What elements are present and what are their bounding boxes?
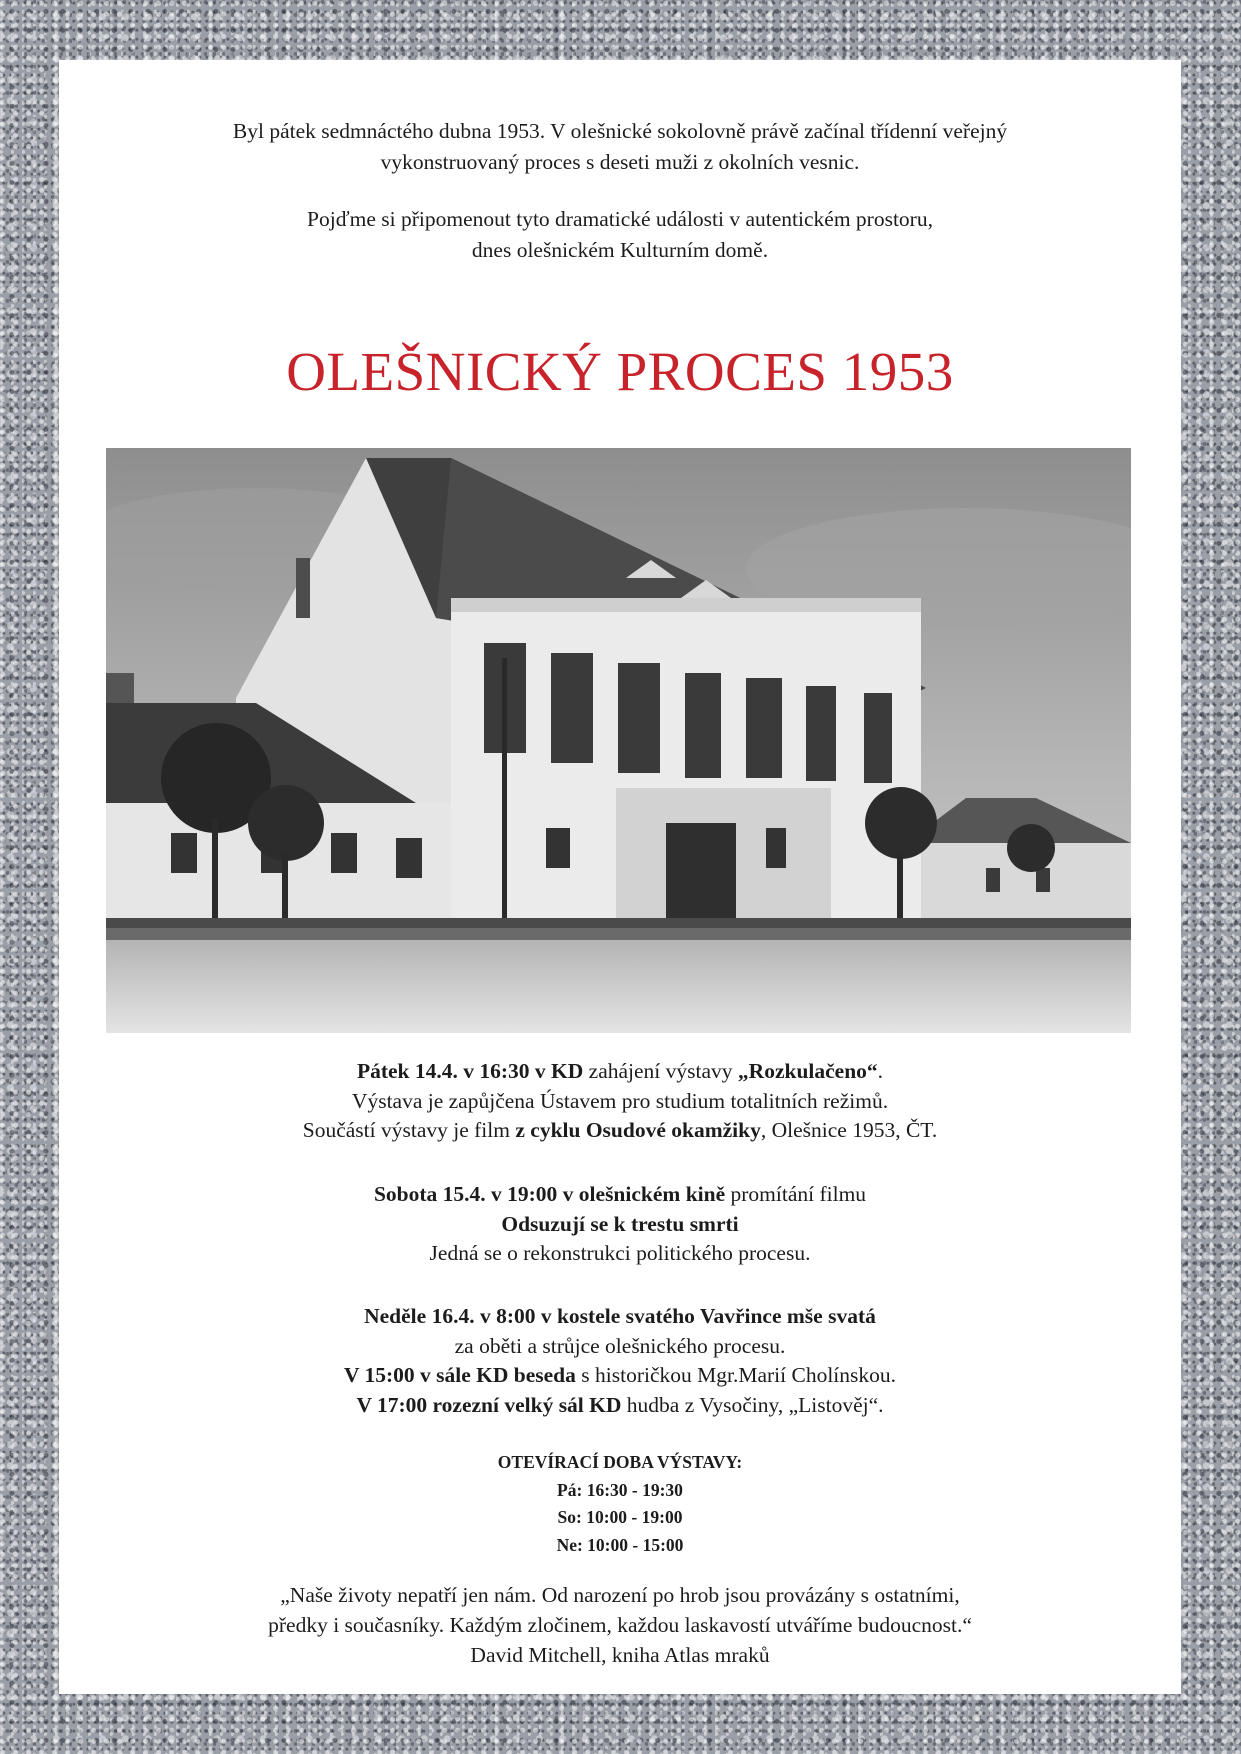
event-sunday-line-3 xyxy=(59,1361,1181,1391)
event-sunday-discussion-text: s historičkou Mgr.Marií Cholínskou. xyxy=(575,1363,897,1387)
opening-hours-heading: OTEVÍRACÍ DOBA VÝSTAVY: xyxy=(497,1452,743,1472)
event-friday-time: Pátek 14.4. v 16:30 v KD xyxy=(356,1059,584,1083)
quote-line-1: „Naše životy nepatří jen nám. Od narození po hrob jsou provázány s ostatními, xyxy=(280,1583,960,1607)
quote-attribution: David Mitchell, kniha Atlas mraků xyxy=(470,1643,770,1667)
event-sunday-line-2: za oběti a strůjce olešnického procesu. xyxy=(454,1333,786,1358)
intro-paragraph-2 xyxy=(59,204,1181,266)
poster-title: OLEŠNICKÝ PROCES 1953 xyxy=(286,341,954,402)
closing-quote xyxy=(59,1580,1181,1670)
event-friday-text: zahájení výstavy xyxy=(583,1059,738,1083)
event-friday-film-cycle: z cyklu Osudové okamžiky xyxy=(515,1118,761,1142)
event-sunday-line-1 xyxy=(59,1302,1181,1332)
event-sunday-mass: Neděle 16.4. v 8:00 v kostele svatého Vavřince mše svatá xyxy=(364,1304,876,1328)
event-sunday-concert-text: hudba z Vysočiny, „Listověj“. xyxy=(621,1392,884,1417)
event-saturday-text: promítání filmu xyxy=(725,1182,867,1206)
intro-line-2: vykonstruovaný proces s deseti muži z okolních vesnic. xyxy=(380,150,860,174)
intro-line-3: Pojďme si připomenout tyto dramatické události v autentickém prostoru, xyxy=(307,207,933,231)
event-saturday-line-2 xyxy=(59,1210,1181,1240)
event-friday-period: . xyxy=(877,1059,884,1083)
intro-line-4: dnes olešnickém Kulturním domě. xyxy=(471,238,769,262)
event-friday-line-3 xyxy=(59,1116,1181,1146)
event-friday-exhibition-name: „Rozkulačeno“ xyxy=(737,1059,878,1083)
historic-building-photo xyxy=(106,448,1131,1033)
quote-line-2: předky i současníky. Každým zločinem, každou laskavostí utváříme budoucnost.“ xyxy=(268,1613,972,1637)
poster-sheet xyxy=(59,60,1181,1694)
event-sunday-discussion-time: V 15:00 v sále KD beseda xyxy=(343,1363,576,1387)
intro-paragraph-1 xyxy=(59,116,1181,178)
event-friday-line-1 xyxy=(59,1057,1181,1087)
event-sunday-concert-time: V 17:00 rozezní velký sál KD xyxy=(356,1392,622,1417)
event-friday-film-source: , Olešnice 1953, ČT. xyxy=(760,1118,938,1142)
intro-line-1: Byl pátek sedmnáctého dubna 1953. V olešnické sokolovně právě začínal třídenní veřejný xyxy=(232,119,1008,143)
opening-hours-saturday: So: 10:00 - 19:00 xyxy=(557,1507,683,1527)
event-sunday-line-4 xyxy=(59,1391,1181,1421)
event-saturday-line-3: Jedná se o rekonstrukci politického procesu. xyxy=(429,1241,811,1265)
event-friday-line-2: Výstava je zapůjčena Ústavem pro studium totalitních režimů. xyxy=(351,1088,889,1113)
event-saturday-line-1 xyxy=(59,1180,1181,1210)
event-friday xyxy=(59,1057,1181,1146)
opening-hours-friday: Pá: 16:30 - 19:30 xyxy=(557,1479,683,1500)
event-friday-film-text: Součástí výstavy je film xyxy=(302,1118,516,1142)
event-saturday-film-title: Odsuzují se k trestu smrti xyxy=(501,1211,739,1236)
event-sunday xyxy=(59,1302,1181,1420)
opening-hours-sunday: Ne: 10:00 - 15:00 xyxy=(556,1534,684,1555)
opening-hours xyxy=(59,1449,1181,1559)
event-saturday xyxy=(59,1180,1181,1269)
event-saturday-time: Sobota 15.4. v 19:00 v olešnickém kině xyxy=(373,1182,726,1206)
